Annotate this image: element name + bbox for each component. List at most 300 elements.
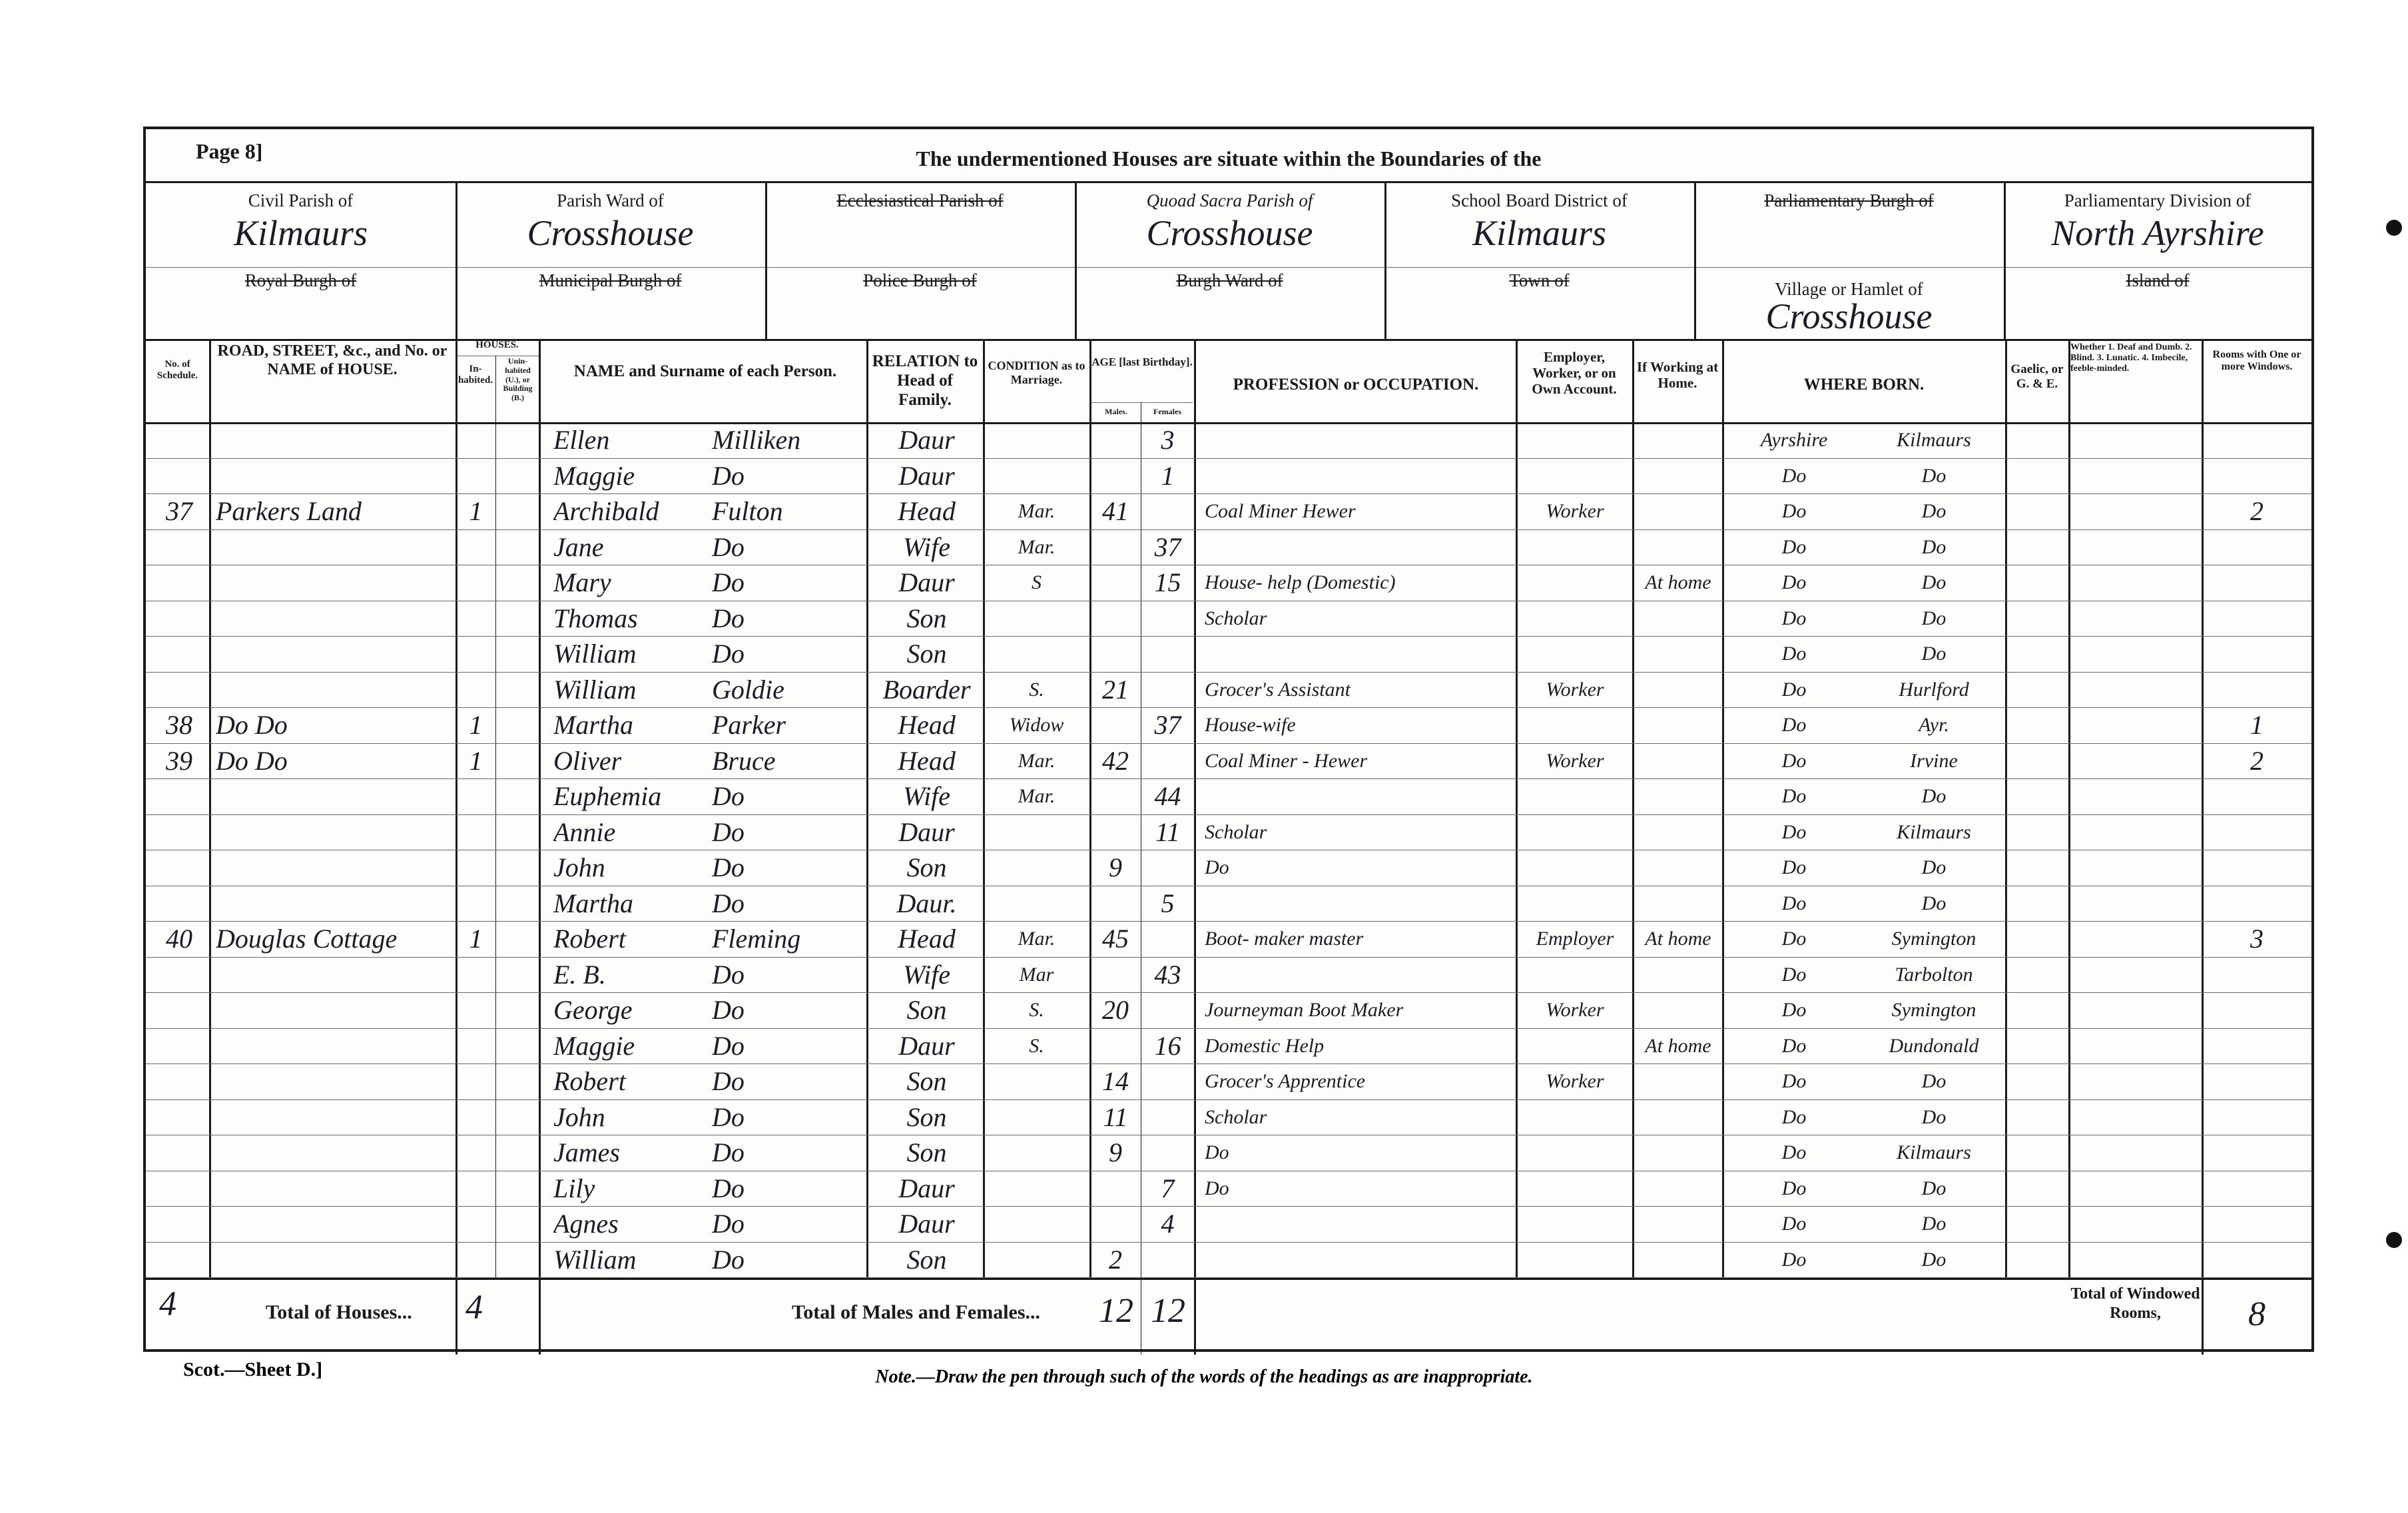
surname: Milliken — [712, 425, 801, 455]
forename: Martha — [553, 888, 633, 918]
employment-status: Employer — [1536, 928, 1614, 950]
surname: Do — [712, 781, 745, 811]
inhabited-count — [457, 531, 494, 563]
working-at-home: At home — [1645, 928, 1711, 950]
female-age: 1 — [1161, 461, 1175, 491]
working-at-home — [1635, 852, 1721, 884]
birthplace-county: Do — [1781, 465, 1807, 487]
road-name — [216, 638, 452, 670]
working-at-home — [1635, 638, 1721, 670]
total-rooms: 8 — [2248, 1295, 2265, 1333]
surname: Bruce — [712, 746, 776, 776]
civil-parish-label: Civil Parish of — [248, 190, 354, 210]
inhabited-count: 1 — [469, 746, 483, 776]
surname: Do — [712, 532, 745, 562]
inhabited-count — [457, 994, 494, 1026]
occupation — [1205, 959, 1514, 991]
employment-status — [1519, 1208, 1631, 1240]
road-name — [216, 1065, 452, 1097]
employment-status — [1519, 852, 1631, 884]
occupation: Do — [1205, 1141, 1229, 1163]
birthplace-county: Do — [1781, 1213, 1807, 1235]
road-name — [216, 1244, 452, 1276]
windowed-rooms: 2 — [2250, 746, 2263, 776]
birthplace-parish: Do — [1921, 1213, 1947, 1235]
working-at-home — [1635, 1101, 1721, 1133]
birthplace-parish: Do — [1921, 1249, 1947, 1271]
windowed-rooms — [2204, 780, 2310, 812]
working-at-home — [1635, 959, 1721, 991]
inhabited-count — [457, 638, 494, 670]
employment-status — [1519, 638, 1631, 670]
road-name — [216, 603, 452, 635]
binding-hole — [2386, 1232, 2402, 1248]
relation: Daur — [898, 1031, 955, 1061]
working-at-home — [1635, 816, 1721, 848]
schedule-number — [149, 424, 209, 456]
total-males: 12 — [1099, 1292, 1133, 1330]
schedule-number — [149, 674, 209, 706]
col-where-born-header: WHERE BORN. — [1803, 376, 1925, 394]
schedule-number — [149, 852, 209, 884]
occupation — [1205, 1244, 1514, 1276]
surname: Goldie — [712, 675, 784, 705]
birthplace-parish: Symington — [1891, 999, 1976, 1021]
female-age: 16 — [1154, 1031, 1181, 1061]
road-name — [216, 567, 452, 599]
surname: Do — [712, 1102, 745, 1132]
inhabited-count: 1 — [469, 924, 483, 954]
inhabited-count — [457, 1208, 494, 1240]
occupation — [1205, 531, 1514, 563]
employment-status — [1519, 1173, 1631, 1205]
employment-status — [1519, 780, 1631, 812]
female-age — [1143, 923, 1193, 955]
forename: William — [553, 1245, 637, 1275]
male-age — [1091, 603, 1139, 635]
female-age: 4 — [1161, 1209, 1175, 1239]
birthplace-county: Do — [1781, 714, 1807, 736]
working-at-home — [1635, 780, 1721, 812]
male-age: 2 — [1109, 1245, 1122, 1275]
birthplace-county: Do — [1781, 928, 1807, 950]
road-name — [216, 780, 452, 812]
surname: Do — [712, 639, 745, 669]
working-at-home: At home — [1645, 1035, 1711, 1057]
marital-condition — [985, 1137, 1088, 1169]
total-females: 12 — [1151, 1292, 1185, 1330]
col-males-header: Males. — [1105, 407, 1127, 416]
employment-status: Worker — [1546, 1070, 1604, 1092]
forename: Agnes — [553, 1209, 619, 1239]
forename: Robert — [553, 1066, 626, 1096]
forename: Martha — [553, 710, 633, 740]
col-inhabited-header: In-habited. — [457, 364, 493, 386]
inhabited-count — [457, 1173, 494, 1205]
col-occupation-header: PROFESSION or OCCUPATION. — [1233, 376, 1479, 394]
surname: Do — [712, 852, 745, 882]
village-value: Crosshouse — [1765, 296, 1933, 336]
sheet-label: Scot.—Sheet D.] — [183, 1359, 323, 1380]
school-board-district-label: School Board District of — [1451, 190, 1628, 210]
male-age: 11 — [1103, 1102, 1128, 1132]
marital-condition — [985, 852, 1088, 884]
male-age — [1091, 888, 1139, 920]
male-age: 9 — [1109, 852, 1122, 882]
windowed-rooms: 1 — [2250, 710, 2263, 740]
surname: Do — [712, 888, 745, 918]
female-age: 37 — [1154, 532, 1181, 562]
road-name: Do Do — [216, 746, 288, 776]
female-age — [1143, 1101, 1193, 1133]
inhabited-count — [457, 1137, 494, 1169]
birthplace-parish: Do — [1921, 1177, 1947, 1199]
occupation: Boot- maker master — [1205, 928, 1364, 950]
birthplace-county: Do — [1781, 571, 1807, 593]
forename: Jane — [553, 532, 604, 562]
parliamentary-burgh-label: Parliamentary Burgh of — [1764, 190, 1934, 210]
col-relation-header: RELATION to Head of Family. — [872, 352, 978, 409]
schedule-number — [149, 1101, 209, 1133]
birthplace-parish: Ayr. — [1919, 714, 1949, 736]
forename: Maggie — [553, 1031, 635, 1061]
forename: Mary — [553, 567, 611, 597]
inhabited-count — [457, 1244, 494, 1276]
forename: Robert — [553, 924, 626, 954]
windowed-rooms — [2204, 603, 2310, 635]
marital-condition: S. — [1029, 1035, 1044, 1057]
inhabited-count — [457, 567, 494, 599]
school-board-district-value: Kilmaurs — [1472, 213, 1607, 253]
working-at-home — [1635, 745, 1721, 777]
ecclesiastical-parish-label: Ecclesiastical Parish of — [836, 190, 1004, 210]
schedule-number: 40 — [166, 924, 192, 954]
inhabited-count — [457, 816, 494, 848]
birthplace-parish: Do — [1921, 500, 1947, 522]
marital-condition — [985, 1244, 1088, 1276]
col-females-header: Females — [1153, 407, 1181, 416]
relation: Son — [906, 603, 947, 633]
windowed-rooms — [2204, 1244, 2310, 1276]
female-age — [1143, 674, 1193, 706]
windowed-rooms — [2204, 1101, 2310, 1133]
relation: Daur — [898, 425, 955, 455]
road-name — [216, 1137, 452, 1169]
marital-condition — [985, 1173, 1088, 1205]
birthplace-county: Do — [1781, 1106, 1807, 1128]
male-age: 21 — [1102, 675, 1129, 705]
female-age: 11 — [1155, 817, 1181, 847]
col-condition-header: CONDITION as to Marriage. — [988, 359, 1085, 386]
male-age: 45 — [1102, 924, 1129, 954]
col-name-header: NAME and Surname of each Person. — [573, 362, 837, 380]
col-houses-header: HOUSES. — [475, 340, 519, 350]
female-age — [1143, 495, 1193, 527]
employment-status: Worker — [1546, 750, 1604, 772]
forename: William — [553, 675, 637, 705]
marital-condition — [985, 638, 1088, 670]
marital-condition — [985, 1065, 1088, 1097]
female-age: 43 — [1154, 960, 1181, 990]
occupation: Scholar — [1205, 607, 1267, 629]
female-age — [1143, 745, 1193, 777]
working-at-home — [1635, 495, 1721, 527]
schedule-number: 39 — [166, 746, 192, 776]
occupation — [1205, 888, 1514, 920]
birthplace-county: Do — [1781, 1141, 1807, 1163]
quoad-sacra-parish-label: Quoad Sacra Parish of — [1146, 190, 1313, 210]
forename: Lily — [553, 1173, 595, 1203]
forename: William — [553, 639, 637, 669]
relation: Son — [906, 995, 947, 1025]
female-age — [1143, 1244, 1193, 1276]
road-name — [216, 1101, 452, 1133]
road-name — [216, 1030, 452, 1062]
working-at-home — [1635, 1244, 1721, 1276]
surname: Do — [712, 567, 745, 597]
relation: Wife — [902, 532, 951, 562]
marital-condition — [985, 1208, 1088, 1240]
road-name — [216, 852, 452, 884]
birthplace-county: Do — [1781, 1035, 1807, 1057]
birthplace-parish: Kilmaurs — [1897, 821, 1971, 843]
parish-ward-value: Crosshouse — [527, 213, 694, 253]
inhabited-count: 1 — [469, 496, 483, 526]
male-age — [1091, 816, 1139, 848]
burgh-ward-label: Burgh Ward of — [1176, 270, 1283, 290]
female-age — [1143, 638, 1193, 670]
male-age: 41 — [1102, 496, 1129, 526]
female-age: 3 — [1161, 425, 1175, 455]
male-age — [1091, 424, 1139, 456]
birthplace-parish: Tarbolton — [1895, 964, 1973, 986]
occupation — [1205, 638, 1514, 670]
working-at-home — [1635, 603, 1721, 635]
road-name — [216, 674, 452, 706]
total-houses: 4 — [465, 1289, 483, 1327]
marital-condition: Widow — [1009, 714, 1064, 736]
schedule-number — [149, 1137, 209, 1169]
col-rooms-header: Rooms with One or more Windows. — [2212, 349, 2301, 373]
female-age — [1143, 1137, 1193, 1169]
schedule-number — [149, 1030, 209, 1062]
relation: Son — [906, 1102, 947, 1132]
schedule-number: 37 — [166, 496, 192, 526]
relation: Son — [906, 639, 947, 669]
male-age — [1091, 709, 1139, 741]
working-at-home — [1635, 1065, 1721, 1097]
relation: Daur — [898, 1209, 955, 1239]
female-age: 44 — [1154, 781, 1181, 811]
employment-status — [1519, 460, 1631, 492]
birthplace-county: Ayrshire — [1760, 429, 1828, 451]
birthplace-parish: Dundonald — [1889, 1035, 1979, 1057]
schedule-number — [149, 888, 209, 920]
male-age — [1091, 1030, 1139, 1062]
surname: Parker — [712, 710, 786, 740]
male-age — [1091, 959, 1139, 991]
island-label: Island of — [2126, 270, 2190, 290]
employment-status — [1519, 531, 1631, 563]
relation: Wife — [902, 960, 951, 990]
birthplace-parish: Do — [1921, 536, 1947, 558]
working-at-home — [1635, 1173, 1721, 1205]
birthplace-county: Do — [1781, 999, 1807, 1021]
working-at-home — [1635, 1208, 1721, 1240]
inhabited-count — [457, 1101, 494, 1133]
col-schedule-header: No. of Schedule. — [156, 359, 198, 382]
windowed-rooms — [2204, 816, 2310, 848]
schedule-number — [149, 1173, 209, 1205]
road-name: Douglas Cottage — [216, 924, 398, 954]
employment-status — [1519, 424, 1631, 456]
windowed-rooms — [2204, 1030, 2310, 1062]
road-name — [216, 816, 452, 848]
employment-status — [1519, 603, 1631, 635]
total-persons-label: Total of Males and Females... — [792, 1301, 1041, 1323]
working-at-home — [1635, 531, 1721, 563]
working-at-home — [1635, 460, 1721, 492]
birthplace-county: Do — [1781, 1070, 1807, 1092]
employment-status: Worker — [1546, 999, 1604, 1021]
male-age — [1091, 780, 1139, 812]
page-label: Page 8] — [196, 139, 263, 163]
windowed-rooms — [2204, 852, 2310, 884]
schedule-number — [149, 959, 209, 991]
surname: Do — [712, 1245, 745, 1275]
binding-hole — [2386, 220, 2402, 236]
windowed-rooms — [2204, 1065, 2310, 1097]
working-at-home — [1635, 424, 1721, 456]
male-age: 20 — [1102, 995, 1129, 1025]
schedule-number — [149, 567, 209, 599]
schedule-number — [149, 780, 209, 812]
schedule-number — [149, 638, 209, 670]
forename: Ellen — [553, 425, 610, 455]
col-uninhabited-header: Unin-habited (U.), or Building (B.) — [503, 356, 533, 403]
parliamentary-division-label: Parliamentary Division of — [2064, 190, 2252, 210]
col-employer-header: Employer, Worker, or on Own Account. — [1532, 349, 1617, 398]
windowed-rooms — [2204, 1137, 2310, 1169]
inhabited-count — [457, 888, 494, 920]
forename: Annie — [553, 817, 616, 847]
col-road-header: ROAD, STREET, &c., and No. or NAME of HOUSE. — [217, 342, 448, 378]
village-label: Village or Hamlet of — [1775, 279, 1923, 299]
relation: Head — [898, 496, 956, 526]
windowed-rooms — [2204, 1208, 2310, 1240]
employment-status — [1519, 709, 1631, 741]
female-age — [1143, 603, 1193, 635]
surname: Do — [712, 817, 745, 847]
surname: Do — [712, 1066, 745, 1096]
occupation: Coal Miner Hewer — [1205, 500, 1356, 522]
royal-burgh-label: Royal Burgh of — [244, 270, 357, 290]
occupation — [1205, 1208, 1514, 1240]
town-label: Town of — [1509, 270, 1570, 290]
windowed-rooms — [2204, 888, 2310, 920]
windowed-rooms — [2204, 531, 2310, 563]
birthplace-county: Do — [1781, 964, 1807, 986]
windowed-rooms: 3 — [2250, 924, 2263, 954]
road-name — [216, 1208, 452, 1240]
birthplace-parish: Do — [1921, 607, 1947, 629]
birthplace-county: Do — [1781, 607, 1807, 629]
surname: Do — [712, 995, 745, 1025]
census-sheet — [143, 127, 2314, 1352]
marital-condition: Mar. — [1018, 536, 1055, 558]
occupation: House- help (Domestic) — [1205, 571, 1396, 593]
forename: John — [553, 852, 605, 882]
working-at-home: At home — [1645, 571, 1711, 593]
schedule-number — [149, 816, 209, 848]
windowed-rooms: 2 — [2250, 496, 2263, 526]
road-name: Do Do — [216, 710, 288, 740]
birthplace-county: Do — [1781, 1177, 1807, 1199]
occupation: Grocer's Assistant — [1205, 679, 1351, 701]
windowed-rooms — [2204, 674, 2310, 706]
female-age: 5 — [1161, 888, 1175, 918]
schedule-number — [149, 1208, 209, 1240]
windowed-rooms — [2204, 460, 2310, 492]
surname: Do — [712, 603, 745, 633]
marital-condition — [985, 424, 1088, 456]
schedule-number — [149, 460, 209, 492]
inhabited-count — [457, 424, 494, 456]
marital-condition: Mar. — [1018, 750, 1055, 772]
relation: Head — [898, 710, 956, 740]
inhabited-count — [457, 1065, 494, 1097]
forename: Oliver — [553, 746, 622, 776]
quoad-sacra-parish-value: Crosshouse — [1146, 213, 1313, 253]
occupation: Scholar — [1205, 821, 1267, 843]
birthplace-parish: Do — [1921, 785, 1947, 807]
birthplace-parish: Kilmaurs — [1897, 429, 1971, 451]
inhabited-count — [457, 603, 494, 635]
schedule-number: 38 — [166, 710, 192, 740]
occupation — [1205, 460, 1514, 492]
relation: Daur — [898, 567, 955, 597]
forename: Maggie — [553, 461, 635, 491]
occupation: Scholar — [1205, 1106, 1267, 1128]
marital-condition: Mar — [1019, 964, 1054, 986]
surname: Do — [712, 1137, 745, 1167]
windowed-rooms — [2204, 638, 2310, 670]
marital-condition: Mar. — [1018, 500, 1055, 522]
birthplace-county: Do — [1781, 892, 1807, 914]
relation: Son — [906, 1066, 947, 1096]
forename: John — [553, 1102, 605, 1132]
relation: Son — [906, 852, 947, 882]
occupation: House-wife — [1205, 714, 1296, 736]
occupation — [1205, 424, 1514, 456]
inhabited-count — [457, 780, 494, 812]
employment-status — [1519, 959, 1631, 991]
windowed-rooms — [2204, 1173, 2310, 1205]
marital-condition — [985, 816, 1088, 848]
birthplace-parish: Do — [1921, 571, 1947, 593]
working-at-home — [1635, 994, 1721, 1026]
road-name — [216, 424, 452, 456]
road-name — [216, 994, 452, 1026]
inhabited-count — [457, 959, 494, 991]
police-burgh-label: Police Burgh of — [863, 270, 977, 290]
occupation: Do — [1205, 1177, 1229, 1199]
female-age: 7 — [1161, 1173, 1175, 1203]
road-name — [216, 959, 452, 991]
relation: Daur — [898, 1173, 955, 1203]
forename: E. B. — [553, 960, 606, 990]
civil-parish-value: Kilmaurs — [233, 213, 368, 253]
